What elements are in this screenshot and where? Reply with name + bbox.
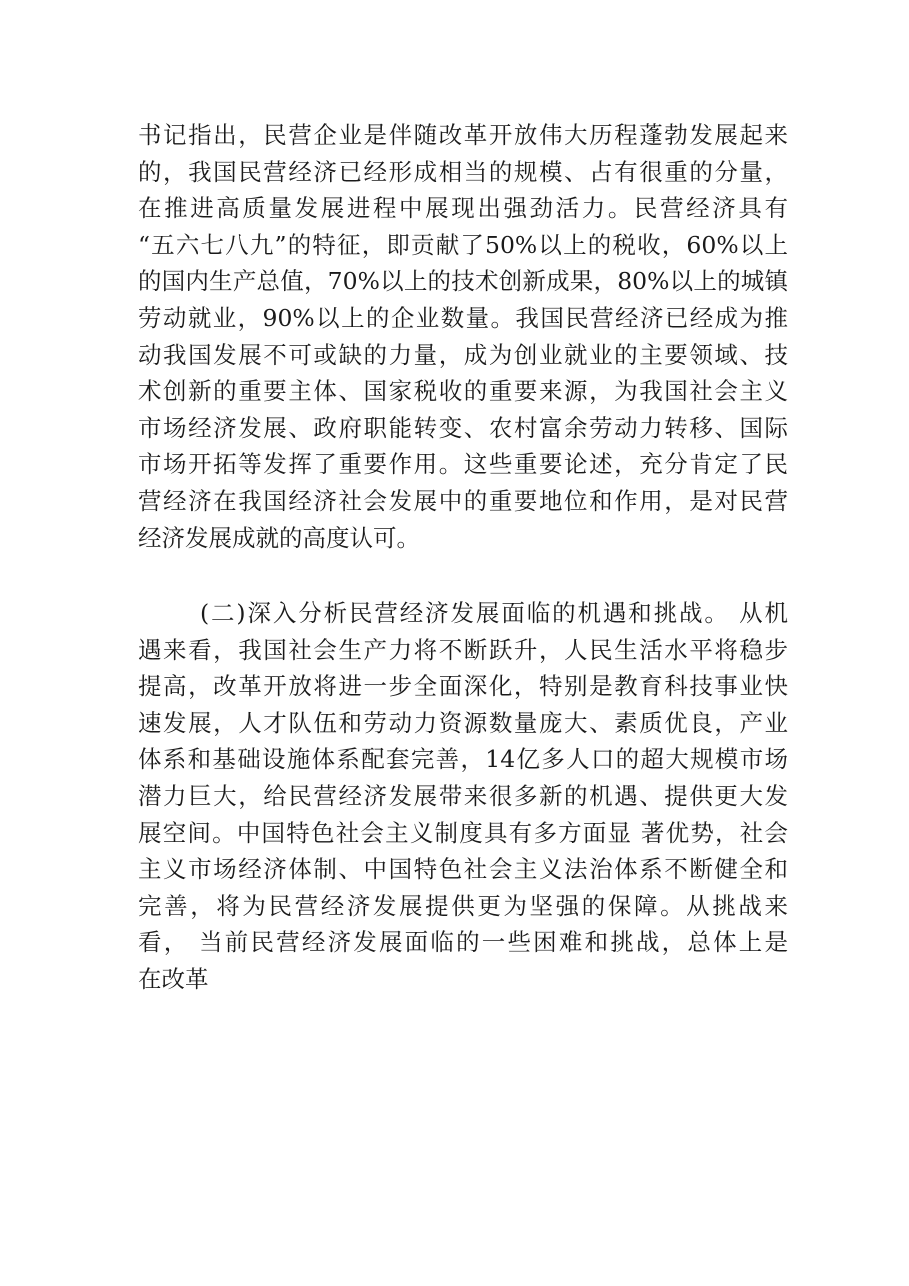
paragraph-2: [138, 595, 788, 998]
paragraph-line: 在推进高质量发展进程中展现出强劲活力。民营经济具有: [138, 194, 788, 223]
paragraph-line: 书记指出，民营企业是伴随改革开放伟大历程蓬勃发展起来: [138, 121, 788, 149]
paragraph-line: 潜力巨大，给民营经济发展带来很多新的机遇、提供更大发: [138, 781, 788, 810]
paragraph-line: 经济发展成就的高度认可。: [138, 523, 420, 552]
paragraph-line: 术创新的重要主体、国家税收的重要来源，为我国社会主义: [138, 377, 788, 406]
paragraph-line: 动我国发展不可或缺的力量，成为创业就业的主要领域、技: [138, 340, 788, 369]
paragraph-line: 体系和基础设施体系配套完善，14亿多人口的超大规模市场: [138, 745, 788, 774]
paragraph-line: 主义市场经济体制、中国特色社会主义法治体系不断健全和: [138, 855, 788, 884]
paragraph-line: 速发展，人才队伍和劳动力资源数量庞大、素质优良，产业: [138, 708, 788, 737]
section-heading-line: (二)深入分析民营经济发展面临的机遇和挑战。 从机: [200, 599, 788, 627]
paragraph-line: 的国内生产总值，70%以上的技术创新成果，80%以上的城镇: [138, 267, 788, 296]
paragraph-line: 看， 当前民营经济发展面临的一些困难和挑战，总体上是: [138, 928, 788, 957]
paragraph-line: 遇来看，我国社会生产力将不断跃升，人民生活水平将稳步: [138, 635, 788, 664]
paragraph-line: 完善，将为民营经济发展提供更为坚强的保障。从挑战来: [138, 891, 788, 920]
paragraph-line: 市场开拓等发挥了重要作用。这些重要论述，充分肯定了民: [138, 450, 788, 479]
paragraph-line: 市场经济发展、政府职能转变、农村富余劳动力转移、国际: [138, 413, 788, 442]
paragraph-line: 提高，改革开放将进一步全面深化，特别是教育科技事业快: [138, 672, 788, 701]
paragraph-line: 劳动就业，90%以上的企业数量。我国民营经济已经成为推: [138, 303, 788, 332]
paragraph-line: 在改革: [138, 964, 209, 993]
paragraph-line: “五六七八九”的特征，即贡献了50%以上的税收，60%以上: [138, 230, 788, 259]
paragraph-1: [138, 117, 788, 556]
paragraph-line: 营经济在我国经济社会发展中的重要地位和作用，是对民营: [138, 486, 788, 515]
paragraph-line: 的，我国民营经济已经形成相当的规模、占有很重的分量，: [138, 157, 788, 186]
paragraph-line: 展空间。中国特色社会主义制度具有多方面显 著优势，社会: [138, 818, 788, 847]
